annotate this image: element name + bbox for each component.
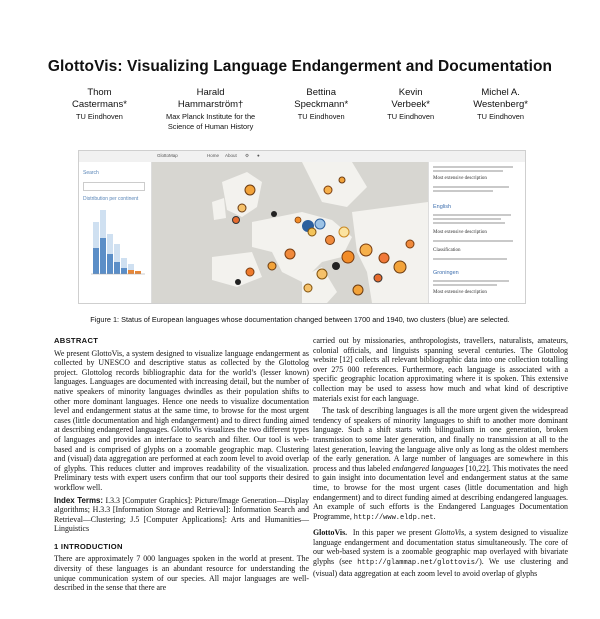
author-affiliation: TU Eindhoven: [76, 112, 123, 121]
info-icon: ●: [257, 153, 260, 158]
author-2: [166, 87, 255, 131]
right-column: [313, 336, 568, 581]
search-input: [83, 182, 145, 191]
author-name-line: Castermans*: [72, 99, 127, 110]
author-affiliation: Science of Human History: [167, 122, 254, 131]
index-terms-label: Index Terms:: [54, 495, 104, 505]
index-terms-text: I.3.3 [Computer Graphics]: Picture/Image Generation—Display algorithms; H.3.3 [Information Storage and Retrieval]: Information Search and Retrieval—Clustering; J.5 [Computer Applications]: Arts and Humanities—Linguistics: [54, 495, 310, 534]
distribution-label: Distribution per continent: [83, 196, 139, 202]
paragraph-2: The task of describing languages is all the more urgent given the widespread tendency of speakers of minority languages to shift to another more dominant language. Such a shift starts with bilingualism in one generation, broken transmission to some later generation, and finally no transmission at all to the latest generation, leaving the language alive only as long as the oldest members of the early generation. A large number of languages are somewhere in this process and thus labeled endangered languages [10,22]. This motivates the need to gain insight into documentation level and endangerment status at the same time, to browse for the most urgent cases (little documentation and high endangerment) and to direct funding aimed at describing endangered languages. An example of such efforts is the Endangered Languages Documentation Programme, http://www.eldp.net.: [313, 406, 568, 522]
abstract-text: We present GlottoVis, a system designed to visualize language endangerment as collected by UNESCO and descriptive status as collected by the Glottolog project. Glottolog records bibliographic data for the world’s (lesser known) languages. Languages are documented with increasing detail, but the number of native speakers of minority languages dwindles as their population shifts to other more dominant languages. Hence one needs to visualize documentation level and endangerment status at the same time, to browse for the most urgent cases (little documentation and high endangerment) and to direct funding aimed at describing endangered languages. GlottoVis visualizes the two different types of languages and provides an interface to search and filter. Our tool is web-based and is comprised of glyphs on a zoomable geographic map. Clustering and (visual) data aggregation are performed at each zoom level to avoid overlap of glyphs. This reduces clutter and improves readability of the visualization. Preliminary tests with expert users confirm that our tool supports their desired workflow well.: [54, 348, 309, 492]
author-list: [72, 87, 528, 131]
author-5: [473, 87, 528, 131]
search-panel: [79, 162, 152, 303]
author-name-line: Speckmann*: [294, 99, 349, 110]
section-classification: Classification: [433, 248, 461, 253]
section-most-extensive-3: Most extensive description: [433, 290, 487, 295]
index-terms: [54, 496, 309, 534]
author-name-line: Westenberg*: [473, 99, 528, 110]
search-label: Search: [83, 170, 99, 176]
paragraph-1: carried out by missionaries, anthropologists, travellers, naturalists, amateurs, colonial officials, and linguists spanning several centuries. The Glottolog website [12] collects all relevant bibliographic data into one collection totalling over 275 000 references. Furthermore, each language is associated with a specific geographic location approximating where it is spoken. This extensive collection may be used to assess how much and what kind of descriptive materials exist for each language.: [313, 336, 568, 403]
author-name-line: Bettina: [306, 87, 336, 98]
author-affiliation: Max Planck Institute for the: [166, 112, 256, 121]
glottovis-url: http://glammap.net/glottovis/: [357, 559, 480, 568]
tab-about: About: [225, 153, 237, 158]
paragraph-3: GlottoVis. In this paper we present GlottoVis, a system designed to visualize language endangerment and documentation status simultaneously. The core of our web-based system is a zoomable geographic map overlayed with bivariate glyphs (see http://glammap.net/glottovis/). We use clustering and (visual) data aggregation at each zoom level to avoid overlap of glyphs: [313, 528, 568, 578]
entry-english: English: [433, 204, 452, 210]
author-affiliation: TU Eindhoven: [297, 112, 345, 121]
section-most-extensive-2: Most extensive description: [433, 230, 487, 235]
author-name-line: Verbeek*: [391, 99, 430, 110]
settings-icon: ⚙: [245, 153, 250, 158]
entry-groningen: Groningen: [433, 270, 459, 276]
figure-caption: Figure 1: Status of European languages whose documentation changed between 1700 and 1940, two clusters (blue) are selected.: [90, 315, 510, 324]
author-1: [72, 87, 127, 131]
paper-title: GlottoVis: Visualizing Language Endangerment and Documentation: [47, 58, 553, 75]
author-4: [387, 87, 434, 131]
author-name-line: Thom: [87, 87, 112, 98]
author-affiliation: TU Eindhoven: [477, 112, 525, 121]
author-name-line: Kevin: [398, 87, 423, 98]
abstract-heading: ABSTRACT: [54, 336, 99, 345]
glottovis-lead: GlottoVis.: [313, 528, 348, 538]
distribution-histogram: [79, 204, 151, 304]
details-panel: [428, 162, 526, 303]
europe-map: [152, 162, 428, 303]
section-most-extensive: Most extensive description: [433, 176, 487, 181]
app-title: GlottoMap: [157, 153, 178, 158]
author-name-line: Hammarström†: [177, 99, 244, 110]
author-name-line: Harald: [196, 87, 225, 98]
author-3: [294, 87, 348, 131]
tab-home: Home: [207, 153, 220, 158]
figure-1-screenshot: [78, 150, 526, 304]
left-column: [54, 336, 309, 596]
intro-text: There are approximately 7 000 languages spoken in the world at present. The diversity of these languages is an abundant resource for understanding the unique communication system of our species. All major languages are well-described in the sense that there are: [54, 554, 309, 593]
eldp-url: http://www.eldp.net: [353, 513, 434, 522]
author-affiliation: TU Eindhoven: [387, 112, 435, 121]
author-name-line: Michel A.: [481, 87, 520, 98]
intro-heading: 1 INTRODUCTION: [54, 541, 123, 551]
